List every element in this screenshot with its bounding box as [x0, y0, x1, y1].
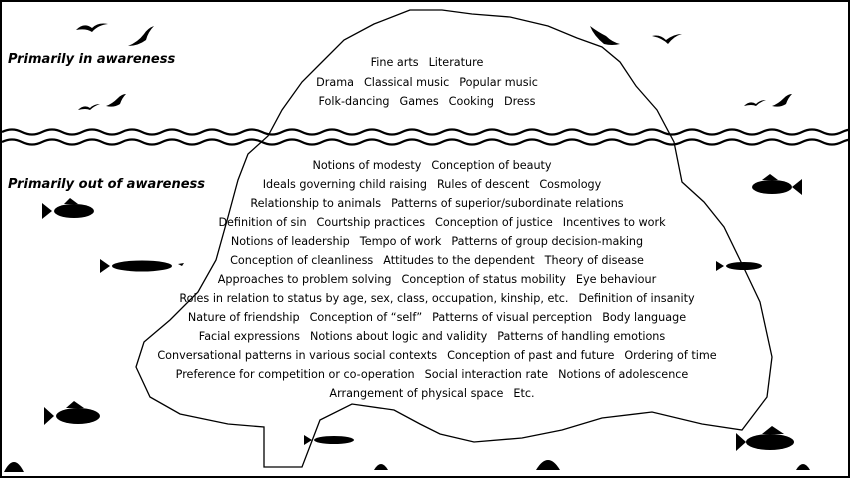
below-line: [12, 178, 850, 192]
culture-item: Literature: [428, 56, 484, 69]
culture-item: Conversational patterns in various social contexts: [157, 349, 438, 362]
culture-item: Ideals governing child raising: [262, 178, 427, 191]
culture-item: Cooking: [448, 95, 494, 108]
below-line: [22, 197, 850, 211]
culture-item: Conception of status mobility: [401, 273, 566, 286]
culture-item: Cosmology: [539, 178, 602, 191]
culture-item: Incentives to work: [562, 216, 666, 229]
culture-item: Fine arts: [370, 56, 419, 69]
bird-icon: [590, 26, 620, 45]
culture-item: Ordering of time: [624, 349, 717, 362]
fish-icon: [44, 401, 100, 425]
above-line: [2, 76, 850, 90]
culture-item: Notions of adolescence: [558, 368, 689, 381]
below-line: [22, 235, 850, 249]
culture-item: Definition of sin: [218, 216, 307, 229]
bird-icon: [76, 24, 108, 33]
culture-item: Patterns of superior/subordinate relations: [391, 197, 624, 210]
culture-item: Popular music: [459, 76, 538, 89]
culture-item: Arrangement of physical space: [329, 387, 504, 400]
culture-item: Patterns of handling emotions: [497, 330, 666, 343]
culture-item: Body language: [602, 311, 687, 324]
below-line: [12, 387, 850, 401]
culture-item: Dress: [503, 95, 536, 108]
culture-item: Approaches to problem solving: [217, 273, 392, 286]
culture-item: Notions of modesty: [312, 159, 422, 172]
shell-icon: [4, 462, 24, 472]
below-line: [22, 254, 850, 268]
bird-icon: [128, 26, 154, 46]
in-awareness-label: Primarily in awareness: [8, 52, 176, 67]
culture-item: Social interaction rate: [424, 368, 549, 381]
culture-item: Etc.: [513, 387, 535, 400]
culture-item: Preference for competition or co-operation: [175, 368, 415, 381]
culture-item: Patterns of group decision-making: [451, 235, 644, 248]
culture-item: Rules of descent: [436, 178, 530, 191]
culture-item: Nature of friendship: [187, 311, 300, 324]
culture-item: Tempo of work: [359, 235, 442, 248]
culture-item: Eye behaviour: [575, 273, 657, 286]
culture-item: Conception of past and future: [447, 349, 615, 362]
out-of-awareness-label: Primarily out of awareness: [8, 177, 206, 192]
culture-item: Courtship practices: [316, 216, 426, 229]
below-line: [12, 330, 850, 344]
shells-group: [4, 460, 810, 472]
above-line: [2, 95, 850, 109]
below-line: [22, 349, 850, 363]
culture-item: Conception of justice: [435, 216, 553, 229]
shell-icon: [374, 464, 388, 470]
culture-item: Conception of “self”: [309, 311, 423, 324]
culture-item: Relationship to animals: [250, 197, 382, 210]
below-line: [32, 216, 850, 230]
below-line: [22, 311, 850, 325]
culture-item: Definition of insanity: [578, 292, 695, 305]
below-line: [22, 292, 850, 306]
fish-icon: [736, 426, 794, 451]
culture-item: Theory of disease: [544, 254, 644, 267]
culture-item: Roles in relation to status by age, sex, class, occupation, kinship, etc.: [179, 292, 569, 305]
shell-icon: [796, 464, 810, 470]
culture-item: Conception of beauty: [431, 159, 552, 172]
bird-icon: [652, 34, 682, 44]
culture-item: Notions of leadership: [230, 235, 350, 248]
culture-item: Patterns of visual perception: [432, 311, 593, 324]
culture-item: Drama: [316, 76, 354, 89]
below-line: [12, 368, 850, 382]
below-line: [12, 159, 850, 173]
culture-item: Notions about logic and validity: [310, 330, 488, 343]
culture-item: Classical music: [363, 76, 450, 89]
culture-item: Folk-dancing: [318, 95, 390, 108]
culture-item: Facial expressions: [198, 330, 300, 343]
culture-item: Attitudes to the dependent: [383, 254, 535, 267]
culture-item: Games: [399, 95, 439, 108]
above-line: [2, 56, 850, 70]
below-line: [22, 273, 850, 287]
culture-item: Conception of cleanliness: [230, 254, 374, 267]
wave-icon: [2, 130, 850, 145]
shell-icon: [536, 460, 560, 470]
